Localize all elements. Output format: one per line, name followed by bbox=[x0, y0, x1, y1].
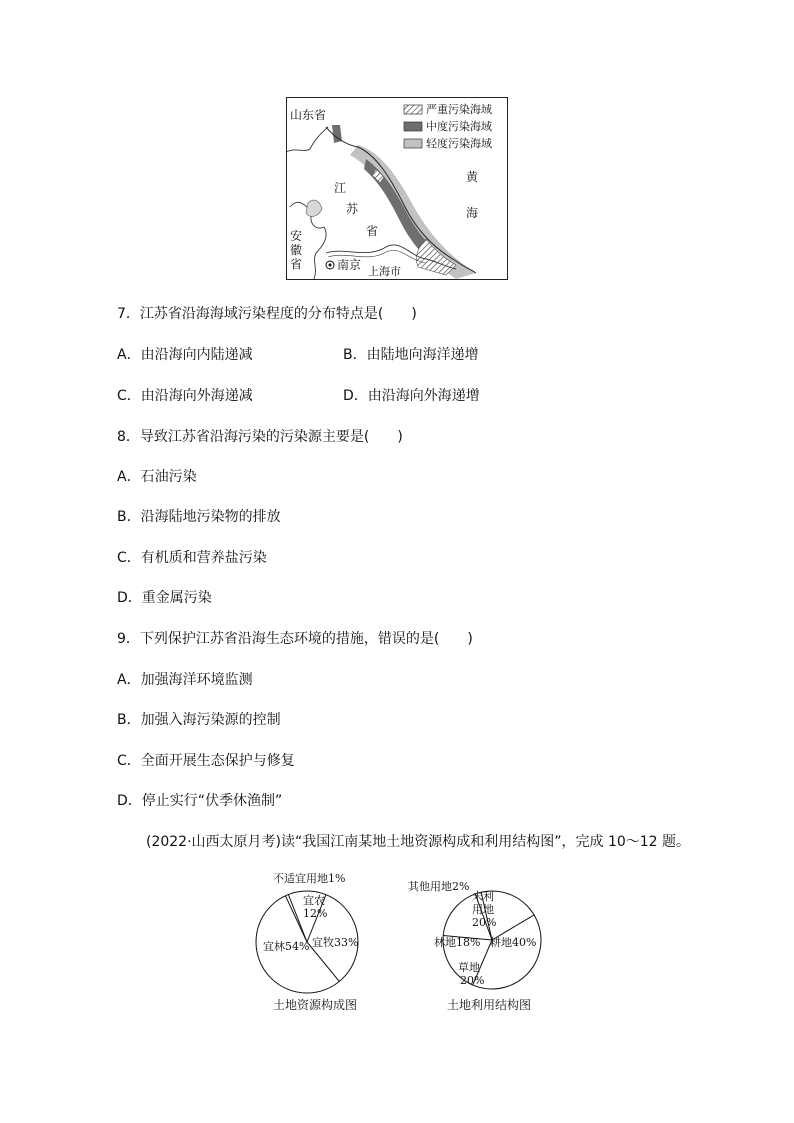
question-7-option-b: B．由陆地向海洋递增 bbox=[343, 347, 479, 363]
pie1-label-farming: 宜农 bbox=[303, 894, 325, 907]
pie1-title: 土地资源构成图 bbox=[273, 998, 358, 1012]
label-jiang: 江 bbox=[334, 181, 347, 195]
label-sheng: 省 bbox=[366, 224, 379, 238]
label-hui: 徽 bbox=[290, 243, 303, 257]
label-hai: 海 bbox=[466, 206, 479, 220]
map-graphic bbox=[286, 97, 508, 280]
pie-chart-land-resources bbox=[255, 870, 375, 999]
pie2-label-unused-pct: 20% bbox=[472, 916, 497, 929]
pie1-label-unsuitable: 不适宜用地1% bbox=[273, 872, 346, 885]
pie2-label-unused-2: 用地 bbox=[472, 903, 494, 916]
question-7-option-a: A．由沿海向内陆递减 bbox=[117, 347, 253, 363]
legend-swatch-medium bbox=[404, 122, 422, 131]
pie2-label-cultivated: 耕地40% bbox=[490, 936, 537, 949]
legend-label-medium: 中度污染海域 bbox=[426, 120, 492, 133]
pie1-label-farming-pct: 12% bbox=[303, 907, 328, 920]
legend-label-severe: 严重污染海域 bbox=[426, 103, 492, 116]
label-shanghai: 上海市 bbox=[368, 265, 401, 278]
pie-chart-land-use bbox=[408, 872, 548, 1001]
legend-swatch-light bbox=[404, 139, 422, 148]
question-7-option-c: C．由沿海向外海递减 bbox=[117, 388, 253, 404]
label-an: 安 bbox=[290, 229, 303, 243]
label-anhui-sheng: 省 bbox=[290, 257, 303, 271]
label-nanjing: 南京 bbox=[337, 258, 362, 272]
pie1-label-pasture: 宜牧33% bbox=[312, 936, 359, 949]
question-9-stem: 9．下列保护江苏省沿海生态环境的措施，错误的是( ) bbox=[117, 631, 473, 647]
legend-label-light: 轻度污染海域 bbox=[426, 137, 492, 150]
question-7-option-d: D．由沿海向外海递增 bbox=[343, 388, 480, 404]
intro-text: (2022·山西太原月考)读“我国江南某地土地资源构成和利用结构图”，完成 10～12 题。 bbox=[146, 834, 691, 850]
label-su: 苏 bbox=[346, 202, 359, 216]
question-9-option-d: D．停止实行“伏季休渔制” bbox=[117, 793, 283, 809]
pie2-label-grass: 草地 bbox=[458, 961, 480, 974]
question-9-option-c: C．全面开展生态保护与修复 bbox=[117, 753, 295, 769]
question-8-option-d: D．重金属污染 bbox=[117, 590, 212, 606]
question-7-stem: 7．江苏省沿海海域污染程度的分布特点是( ) bbox=[117, 306, 417, 322]
pie-land-use-svg bbox=[408, 872, 548, 997]
pie-land-resources-svg bbox=[255, 870, 375, 995]
label-shandong: 山东省 bbox=[290, 108, 327, 122]
pie1-label-forestry: 宜林54% bbox=[263, 940, 310, 953]
pie2-label-unused-1: 未利 bbox=[472, 890, 494, 903]
question-8-option-c: C．有机质和营养盐污染 bbox=[117, 550, 267, 566]
question-8-stem: 8．导致江苏省沿海污染的污染源主要是( ) bbox=[117, 429, 403, 445]
question-8-option-a: A．石油污染 bbox=[117, 469, 197, 485]
pie2-title: 土地利用结构图 bbox=[447, 998, 532, 1012]
question-9-option-a: A．加强海洋环境监测 bbox=[117, 672, 253, 688]
question-9-option-b: B．加强入海污染源的控制 bbox=[117, 712, 281, 728]
label-huang: 黄 bbox=[466, 170, 479, 184]
legend-swatch-severe bbox=[404, 105, 422, 114]
question-8-option-b: B．沿海陆地污染物的排放 bbox=[117, 509, 281, 525]
pie2-label-grass-pct: 20% bbox=[460, 974, 485, 987]
pie2-label-other: 其他用地2% bbox=[408, 880, 470, 893]
pie2-label-forest: 林地18% bbox=[434, 936, 481, 949]
jiangsu-coastal-pollution-map bbox=[286, 97, 508, 280]
